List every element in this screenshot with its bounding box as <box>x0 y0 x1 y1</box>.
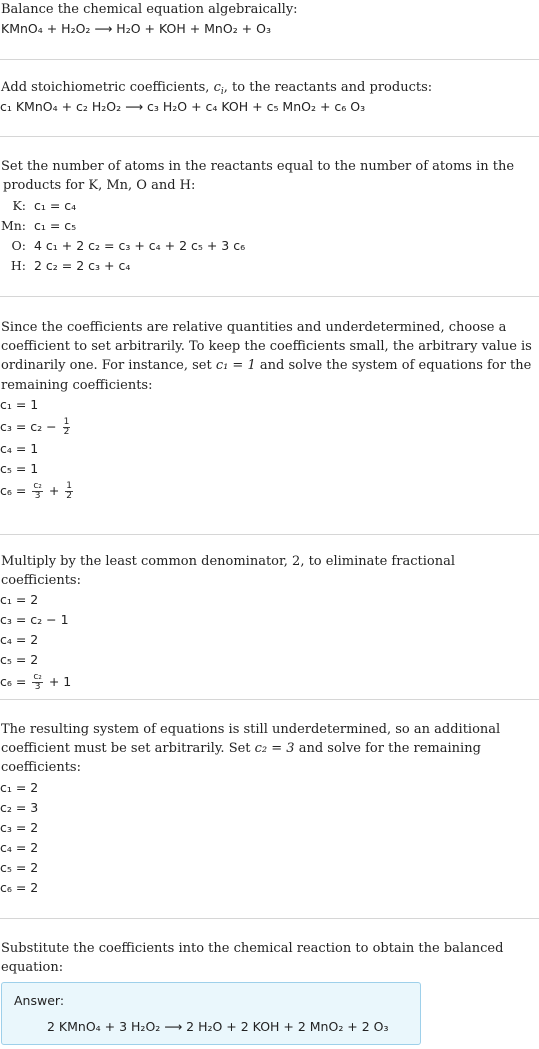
step4-c6: c₆ = $\frac{\text{c₂}}{3}$ + $\frac{1}{2}$ <box>0 480 73 501</box>
separator <box>0 59 539 60</box>
step6-line1: The resulting system of equations is still underdetermined, so an additional <box>1 722 501 737</box>
step-second-arbitrary <box>0 720 539 898</box>
step5-c1: c₁ = 2 <box>0 592 39 608</box>
step-arbitrary-coefficient <box>0 318 539 503</box>
step1-unbalanced-equation: KMnO₄ + H₂O₂ ⟶ H₂O + KOH + MnO₂ + O₃ <box>1 21 271 37</box>
fraction: $\frac{\text{c₂}}{3}$ <box>33 672 42 693</box>
step-lcd-multiply <box>0 552 539 694</box>
step5-c4: c₄ = 2 <box>0 632 39 648</box>
atom-equations-table <box>0 195 245 275</box>
step5-intro: Multiply by the least common denominator, 2, to eliminate fractional coefficients: <box>1 554 455 589</box>
step4-c4: c₄ = 1 <box>0 440 39 456</box>
step6-value: c₃ = 2 <box>0 819 39 835</box>
answer-label: Answer: <box>14 993 65 1008</box>
step3-intro-line2: products for K, Mn, O and H: <box>3 178 196 194</box>
step6-value: c₄ = 2 <box>0 839 39 855</box>
step4-c3: c₃ = c₂ − $\frac{1}{2}$ <box>0 416 70 437</box>
separator <box>0 699 539 700</box>
fraction: $\frac{\text{c₂}}{3}$ <box>33 480 42 501</box>
step6-value: c₁ = 2 <box>0 779 39 795</box>
step6-line2: coefficient must be set arbitrarily. Set c₂ = 3 and solve for the remaining <box>1 741 481 757</box>
step2-intro: Add stoichiometric coefficients, $c_i$, to the reactants and products: <box>1 80 433 97</box>
step-substitute <box>0 939 539 977</box>
step4-c5: c₅ = 1 <box>0 460 39 476</box>
step5-c6: c₆ = $\frac{\text{c₂}}{3}$ + 1 <box>0 672 72 693</box>
atom-row-mn: Mn: c₁ = c₅ <box>0 217 77 233</box>
separator <box>0 918 539 919</box>
step5-c3: c₃ = c₂ − 1 <box>0 612 69 628</box>
step7-line1: Substitute the coefficients into the chemical reaction to obtain the balanced <box>1 941 504 956</box>
answer-box <box>1 982 421 1045</box>
step3-intro-line1: Set the number of atoms in the reactants equal to the number of atoms in the <box>1 159 515 174</box>
atom-row-o: O: 4 c₁ + 2 c₂ = c₃ + c₄ + 2 c₅ + 3 c₆ <box>11 237 246 253</box>
step6-value: c₆ = 2 <box>0 879 39 895</box>
step6-line3: coefficients: <box>1 760 81 776</box>
balanced-equation: 2 KMnO₄ + 3 H₂O₂ ⟶ 2 H₂O + 2 KOH + 2 MnO₂ + 2 O₃ <box>47 1019 389 1034</box>
step4-line1: Since the coefficients are relative quantities and underdetermined, choose a <box>1 320 507 335</box>
step7-line2: equation: <box>1 960 64 976</box>
step2-coefficient-equation: c₁ KMnO₄ + c₂ H₂O₂ ⟶ c₃ H₂O + c₄ KOH + c₅ MnO₂ + c₆ O₃ <box>0 99 366 115</box>
separator <box>0 136 539 137</box>
atom-row-k: K: c₁ = c₄ <box>12 197 77 213</box>
step4-c1: c₁ = 1 <box>0 396 39 412</box>
fraction: $\frac{1}{2}$ <box>63 416 70 437</box>
separator <box>0 296 539 297</box>
step4-line4: remaining coefficients: <box>1 377 153 393</box>
step-balance-intro <box>0 0 539 39</box>
fraction: $\frac{1}{2}$ <box>66 480 73 501</box>
step4-line2: coefficient to set arbitrarily. To keep the coefficients small, the arbitrary value is <box>1 339 532 355</box>
separator <box>0 534 539 535</box>
step5-c5: c₅ = 2 <box>0 652 39 668</box>
step6-value: c₂ = 3 <box>0 799 39 815</box>
atom-row-h: H: 2 c₂ = 2 c₃ + c₄ <box>10 257 131 273</box>
step1-intro: Balance the chemical equation algebraically: <box>1 2 298 17</box>
variable-ci: $c_i$ <box>213 80 224 97</box>
step4-line3: ordinarily one. For instance, set c₁ = 1 and solve the system of equations for the <box>1 358 532 374</box>
step6-value: c₅ = 2 <box>0 859 39 875</box>
step-add-coefficients <box>0 78 539 117</box>
step-atom-balance <box>0 157 539 275</box>
